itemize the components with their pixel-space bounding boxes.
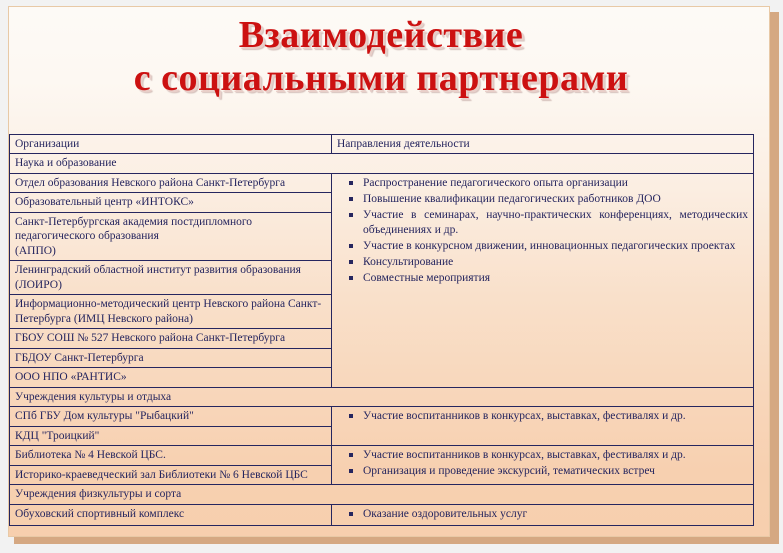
activities-cell — [332, 446, 754, 485]
organization-cell: ГБОУ СОШ № 527 Невского района Санкт-Петербурга — [10, 329, 332, 348]
activity-bullet: Оказание оздоровительных услуг — [337, 507, 748, 522]
slide-title-line-1: Взаимодействие — [238, 14, 524, 56]
activities-cell — [332, 173, 754, 387]
section-header: Учреждения физкультуры и сорта — [10, 485, 754, 504]
table-row — [10, 446, 754, 465]
table-body — [10, 154, 754, 525]
partners-table — [9, 134, 754, 526]
organization-cell: Обуховский спортивный комплекс — [10, 504, 332, 525]
activity-bullet: Консультирование — [337, 255, 748, 270]
organization-cell: СПб ГБУ Дом культуры "Рыбацкий" — [10, 407, 332, 426]
organization-cell: КДЦ "Троицкий" — [10, 426, 332, 445]
activity-list — [337, 409, 748, 424]
organization-cell: Санкт-Петербургская академия постдипломного педагогического образования (АППО) — [10, 212, 332, 260]
organization-cell: Отдел образования Невского района Санкт-Петербурга — [10, 173, 332, 192]
activity-bullet: Участие воспитанников в конкурсах, выставках, фестивалях и др. — [337, 448, 748, 463]
activity-bullet: Распространение педагогического опыта организации — [337, 176, 748, 191]
table-row — [10, 407, 754, 426]
organization-cell: Историко-краеведческий зал Библиотеки № 6 Невской ЦБС — [10, 465, 332, 484]
column-header-organizations: Организации — [10, 135, 332, 154]
section-header-row — [10, 485, 754, 504]
column-header-activities: Направления деятельности — [332, 135, 754, 154]
activity-bullet: Повышение квалификации педагогических работников ДОО — [337, 192, 748, 207]
activities-cell — [332, 407, 754, 446]
activity-list — [337, 507, 748, 522]
activity-bullet: Участие в конкурсном движении, инновационных педагогических проектах — [337, 239, 748, 254]
section-header: Учреждения культуры и отдыха — [10, 387, 754, 406]
table-row — [10, 173, 754, 192]
activity-bullet: Участие в семинарах, научно-практических конференциях, методических объединениях и др. — [337, 208, 748, 238]
section-header-row — [10, 154, 754, 173]
organization-cell: ГБДОУ Санкт-Петербурга — [10, 348, 332, 367]
section-header: Наука и образование — [10, 154, 754, 173]
activities-cell — [332, 504, 754, 525]
activity-bullet: Совместные мероприятия — [337, 271, 748, 286]
organization-cell: Библиотека № 4 Невской ЦБС. — [10, 446, 332, 465]
section-header-row — [10, 387, 754, 406]
slide-title-line-2: с социальными партнерами — [133, 57, 629, 100]
activity-list — [337, 448, 748, 479]
organization-cell: ООО НПО «РАНТИС» — [10, 368, 332, 387]
activity-bullet: Участие воспитанников в конкурсах, выставках, фестивалях и др. — [337, 409, 748, 424]
slide-title — [0, 14, 762, 101]
activity-bullet: Организация и проведение экскурсий, тематических встреч — [337, 464, 748, 479]
table-row — [10, 504, 754, 525]
table-header-row — [10, 135, 754, 154]
activity-list — [337, 176, 748, 286]
organization-cell: Образовательный центр «ИНТОКС» — [10, 193, 332, 212]
organization-cell: Информационно-методический центр Невского района Санкт-Петербурга (ИМЦ Невского района) — [10, 295, 332, 329]
organization-cell: Ленинградский областной институт развития образования (ЛОИРО) — [10, 261, 332, 295]
